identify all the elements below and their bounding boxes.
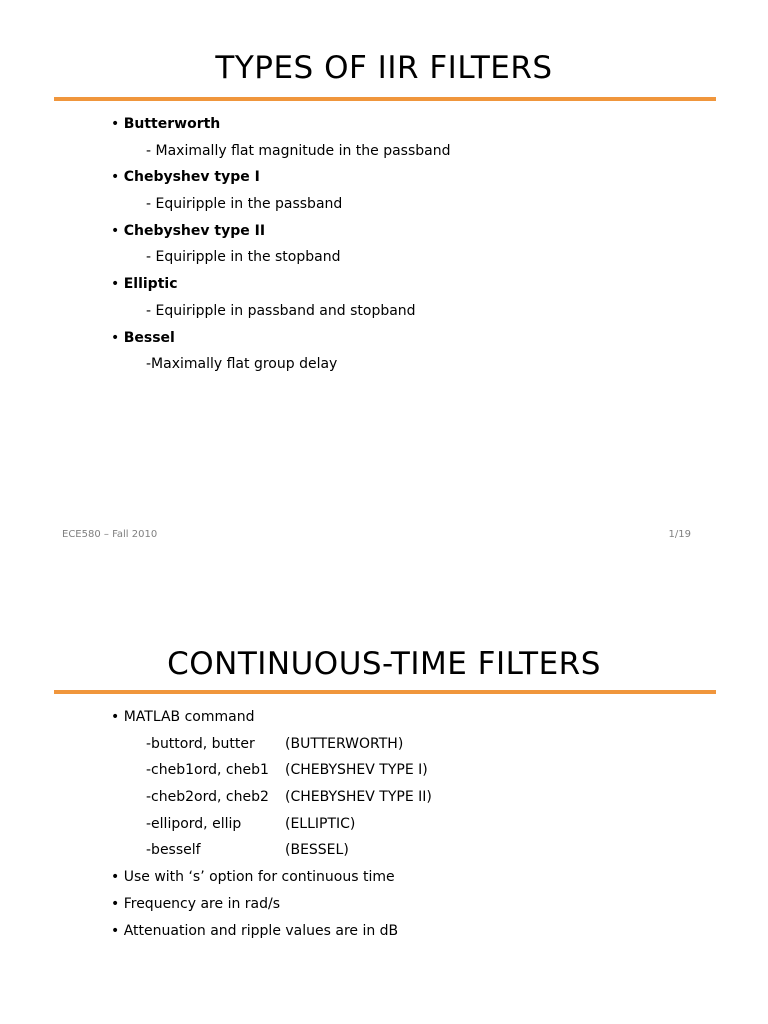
filter-name: Bessel — [123, 329, 175, 346]
title-divider — [54, 690, 716, 694]
command-row — [0, 816, 768, 843]
filter-name: Chebyshev type I — [123, 169, 260, 186]
filter-description: - Equiripple in the stopband — [146, 249, 341, 266]
filter-list — [0, 116, 768, 383]
slide-title: TYPES OF IIR FILTERS — [215, 50, 553, 86]
list-item — [0, 223, 768, 250]
command-name: -cheb2ord, cheb2 — [146, 789, 269, 806]
bullet-glyph: • — [111, 222, 120, 239]
filter-description: -Maximally flat group delay — [146, 356, 338, 373]
title-divider — [54, 97, 716, 101]
list-item — [0, 116, 768, 143]
bullet-glyph: • — [111, 169, 120, 186]
list-item — [0, 169, 768, 196]
command-row — [0, 842, 768, 869]
command-name: -cheb1ord, cheb1 — [146, 762, 269, 779]
slide-title: CONTINUOUS-TIME FILTERS — [167, 646, 601, 682]
note-item: • Use with ‘s’ option for continuous time — [111, 869, 395, 886]
command-row — [0, 736, 768, 763]
command-type: (BUTTERWORTH) — [285, 735, 404, 752]
command-type: (ELLIPTIC) — [285, 815, 356, 832]
filter-description: - Equiripple in the passband — [146, 196, 343, 213]
command-name: -besself — [146, 842, 201, 859]
filter-name: Butterworth — [123, 116, 221, 132]
slide-continuous-time — [0, 590, 768, 1024]
bullet-glyph: • — [111, 116, 120, 132]
command-row — [0, 762, 768, 789]
command-type: (BESSEL) — [285, 842, 349, 859]
command-list — [0, 709, 768, 949]
list-heading: • MATLAB command — [111, 709, 255, 725]
command-name: -ellipord, ellip — [146, 815, 242, 832]
footer-page-number: 1/19 — [668, 529, 691, 540]
filter-description: - Maximally flat magnitude in the passband — [146, 142, 451, 159]
command-type: (CHEBYSHEV TYPE I) — [285, 762, 428, 779]
filter-name: Elliptic — [123, 276, 178, 293]
command-type: (CHEBYSHEV TYPE II) — [285, 789, 432, 806]
footer-course: ECE580 – Fall 2010 — [62, 529, 158, 540]
note-item: • Attenuation and ripple values are in dB — [111, 922, 399, 939]
filter-name: Chebyshev type II — [123, 222, 266, 239]
command-name: -buttord, butter — [146, 735, 255, 752]
command-row — [0, 789, 768, 816]
list-item — [0, 330, 768, 357]
note-item: • Frequency are in rad/s — [111, 895, 281, 912]
filter-description: - Equiripple in passband and stopband — [146, 302, 416, 319]
list-item — [0, 276, 768, 303]
bullet-glyph: • — [111, 276, 120, 293]
bullet-glyph: • — [111, 329, 120, 346]
